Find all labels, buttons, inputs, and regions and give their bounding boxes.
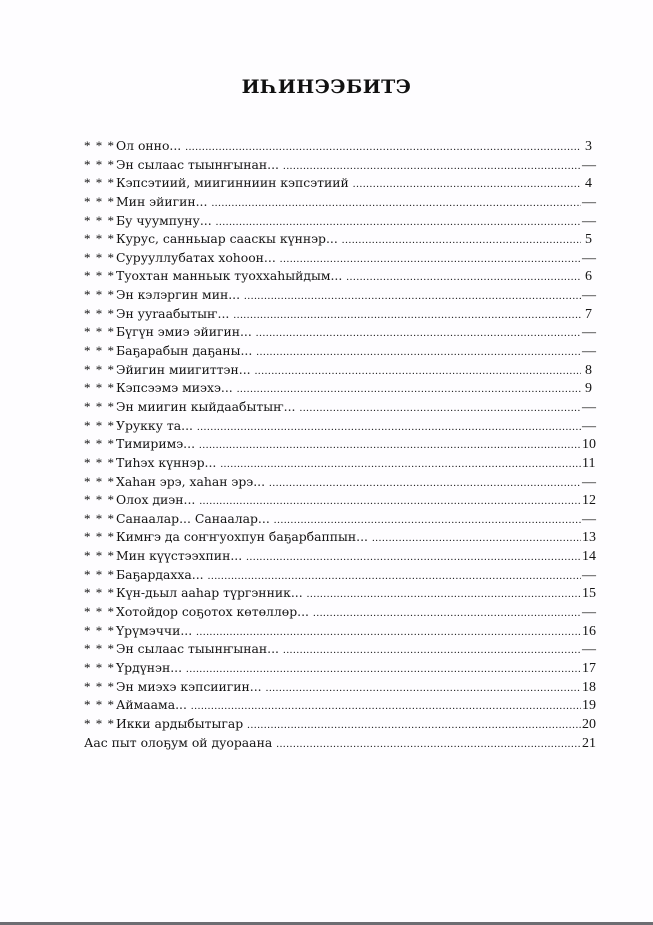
entry-page-number: —: [582, 194, 596, 210]
dot-leader: [246, 548, 581, 567]
dot-leader: [372, 529, 581, 548]
entry-page-number: —: [582, 325, 596, 341]
entry-asterisks: * * *: [84, 231, 115, 247]
entry-page-number: 8: [585, 362, 592, 378]
entry-title: Үрүмэччи...: [116, 622, 193, 638]
toc-entry: [84, 528, 596, 547]
toc-entry: [84, 734, 596, 753]
toc-entry: [84, 473, 596, 492]
entry-title: Эн сылаас тыынҥынан...: [116, 156, 279, 172]
toc-entry: [84, 156, 596, 175]
dot-leader: [274, 511, 581, 530]
dot-leader: [283, 641, 581, 660]
entry-asterisks: * * *: [84, 510, 115, 526]
entry-page-number: —: [582, 642, 596, 658]
toc-entry: [84, 323, 596, 342]
entry-title: Тимиримэ...: [116, 436, 196, 452]
toc-entry: [84, 622, 596, 641]
dot-leader: [256, 324, 581, 343]
entry-title: Ол онно...: [116, 138, 182, 153]
entry-page-number: —: [582, 288, 596, 304]
entry-page-number: 17: [582, 660, 596, 676]
entry-title: Урукку та...: [116, 417, 193, 433]
entry-title: Мин эйигин...: [116, 193, 208, 209]
entry-asterisks: * * *: [84, 436, 115, 452]
entry-page-number: 12: [582, 493, 596, 509]
entry-page-number: 13: [582, 530, 596, 546]
entry-asterisks: * * *: [84, 361, 115, 377]
entry-title: Сурууллубатах хоһоон...: [116, 249, 276, 265]
entry-asterisks: * * *: [84, 343, 115, 359]
toc-entry: [84, 212, 596, 231]
entry-page-number: —: [582, 511, 596, 527]
entry-title: Аас пыт олоҕум ой дуораана: [84, 734, 273, 750]
entry-title: Хотойдор соҕотох көтөллөр...: [116, 604, 309, 620]
dot-leader: [299, 399, 581, 418]
toc-entry: [84, 566, 596, 585]
entry-asterisks: * * *: [84, 268, 115, 284]
entry-asterisks: * * *: [84, 287, 115, 303]
entry-page-number: 19: [582, 698, 596, 714]
toc-entry: [84, 435, 596, 454]
dot-leader: [220, 455, 581, 474]
dot-leader: [237, 380, 581, 399]
entry-title: Баҕардахха...: [116, 566, 204, 582]
entry-title: Эн ууraабытыҥ...: [116, 305, 230, 321]
entry-page-number: 20: [582, 716, 596, 732]
entry-page-number: —: [582, 474, 596, 490]
entry-page-number: 7: [585, 306, 592, 322]
entry-title: Хаһан эрэ, хаһан эрэ...: [116, 473, 266, 489]
entry-asterisks: * * *: [84, 585, 115, 601]
toc-entry: [84, 715, 596, 734]
dot-leader: [186, 660, 581, 679]
entry-page-number: —: [582, 567, 596, 583]
dot-leader: [342, 231, 581, 250]
toc-entry: [84, 267, 592, 286]
toc-entry: [84, 417, 596, 436]
toc-entry: [84, 230, 592, 249]
dot-leader: [313, 604, 581, 623]
entry-asterisks: * * *: [84, 548, 115, 564]
dot-leader: [346, 268, 581, 287]
entry-title: Баҕарабын даҕаны...: [116, 343, 253, 359]
entry-asterisks: * * *: [84, 659, 115, 675]
toc-entry: [84, 547, 596, 566]
entry-title: Эн миэхэ кэпсиигин...: [116, 678, 262, 694]
entry-asterisks: * * *: [84, 175, 115, 191]
entry-page-number: 18: [582, 679, 596, 695]
dot-leader: [307, 585, 581, 604]
dot-leader: [199, 436, 581, 455]
entry-asterisks: * * *: [84, 138, 115, 153]
entry-title: Мин күүстээхпин...: [116, 548, 243, 564]
toc-entry: [84, 640, 596, 659]
entry-page-number: —: [582, 157, 596, 173]
entry-asterisks: * * *: [84, 678, 115, 694]
entry-title: Тиһэх күннэр...: [116, 454, 217, 470]
entry-title: Эн кэлэргин мин...: [116, 287, 241, 303]
entry-asterisks: * * *: [84, 622, 115, 638]
entry-page-number: 5: [585, 232, 592, 248]
dot-leader: [256, 343, 581, 362]
entry-asterisks: * * *: [84, 715, 115, 731]
dot-leader: [233, 306, 581, 325]
entry-title: Кэпсээмэ миэхэ...: [116, 380, 233, 396]
page-title: ИҺИНЭЭБИТЭ: [241, 76, 412, 98]
entry-asterisks: * * *: [84, 305, 115, 321]
dot-leader: [280, 250, 581, 269]
entry-asterisks: * * *: [84, 473, 115, 489]
toc-entry: [84, 193, 596, 212]
entry-title: Эн миигин кыйдаабытыҥ...: [116, 398, 296, 414]
dot-leader: [197, 418, 581, 437]
table-of-contents: [84, 137, 596, 752]
entry-title: Аймаама...: [116, 697, 187, 713]
entry-asterisks: * * *: [84, 380, 115, 396]
entry-page-number: —: [582, 399, 596, 415]
dot-leader: [191, 697, 581, 716]
dot-leader: [283, 157, 581, 176]
entry-asterisks: * * *: [84, 566, 115, 582]
entry-page-number: —: [582, 418, 596, 434]
entry-asterisks: * * *: [84, 641, 115, 657]
dot-leader: [244, 287, 581, 306]
entry-page-number: —: [582, 605, 596, 621]
entry-asterisks: * * *: [84, 249, 115, 265]
entry-asterisks: * * *: [84, 398, 115, 414]
entry-asterisks: * * *: [84, 492, 115, 508]
dot-leader: [211, 194, 581, 213]
toc-entry: [84, 379, 592, 398]
dot-leader: [255, 362, 581, 381]
entry-asterisks: * * *: [84, 454, 115, 470]
toc-entry: [84, 659, 596, 678]
entry-title: Кэпсэтиий, миигинниин кэпсэтиий: [116, 175, 349, 191]
dot-leader: [276, 735, 581, 754]
toc-entry: [84, 491, 596, 510]
toc-entry: [84, 603, 596, 622]
toc-entry: [84, 249, 596, 268]
toc-entry: [84, 342, 596, 361]
entry-page-number: 16: [582, 623, 596, 639]
entry-title: Эн сылаас тыынҥынан...: [116, 641, 279, 657]
entry-title: Бүгүн эмиэ эйигин...: [116, 324, 252, 340]
entry-page-number: —: [582, 250, 596, 266]
toc-entry: [84, 398, 596, 417]
dot-leader: [208, 567, 581, 586]
entry-title: Бу чуумпуну...: [116, 212, 212, 228]
toc-entry: [84, 696, 596, 715]
entry-asterisks: * * *: [84, 604, 115, 620]
toc-entry: [84, 174, 592, 193]
entry-asterisks: * * *: [84, 697, 115, 713]
toc-entry: [84, 361, 592, 380]
entry-page-number: 11: [582, 455, 596, 471]
entry-page-number: 14: [582, 549, 596, 565]
entry-title: Курус, санньыар сааскы күннэр...: [116, 231, 338, 247]
dot-leader: [199, 492, 581, 511]
toc-entry: [84, 510, 596, 529]
entry-title: Эйигин миигиттэн...: [116, 361, 251, 377]
entry-page-number: —: [582, 213, 596, 229]
entry-title: Олох диэн...: [116, 492, 196, 508]
toc-entry: [84, 678, 596, 697]
dot-leader: [185, 138, 581, 157]
entry-page-number: 21: [582, 735, 596, 751]
dot-leader: [266, 679, 581, 698]
entry-page-number: —: [582, 344, 596, 360]
toc-entry: [84, 286, 596, 305]
entry-page-number: 4: [585, 176, 592, 192]
entry-title: Кимҥэ да соҥҥуохпун баҕарбаппын...: [116, 529, 368, 545]
dot-leader: [247, 716, 581, 735]
dot-leader: [196, 623, 581, 642]
entry-page-number: 15: [582, 586, 596, 602]
entry-page-number: 9: [585, 381, 592, 397]
entry-asterisks: * * *: [84, 417, 115, 433]
dot-leader: [216, 213, 581, 232]
entry-title: Санаалар... Санаалар...: [116, 510, 270, 526]
entry-asterisks: * * *: [84, 529, 115, 545]
entry-title: Туохтан манньык туоххаһыйдым...: [116, 268, 343, 284]
entry-page-number: 6: [585, 269, 592, 285]
entry-page-number: 10: [582, 437, 596, 453]
toc-entry: [84, 137, 592, 156]
entry-asterisks: * * *: [84, 212, 115, 228]
entry-asterisks: * * *: [84, 156, 115, 172]
entry-title: Үрдүнэн...: [116, 659, 183, 675]
entry-page-number: 3: [585, 139, 592, 154]
entry-title: Икки ардыбытыгар: [116, 715, 244, 731]
toc-entry: [84, 454, 596, 473]
dot-leader: [353, 175, 581, 194]
toc-entry: [84, 584, 596, 603]
entry-asterisks: * * *: [84, 193, 115, 209]
entry-asterisks: * * *: [84, 324, 115, 340]
entry-title: Күн-дьыл ааһар түргэнник...: [116, 585, 303, 601]
dot-leader: [269, 474, 581, 493]
toc-entry: [84, 305, 592, 324]
